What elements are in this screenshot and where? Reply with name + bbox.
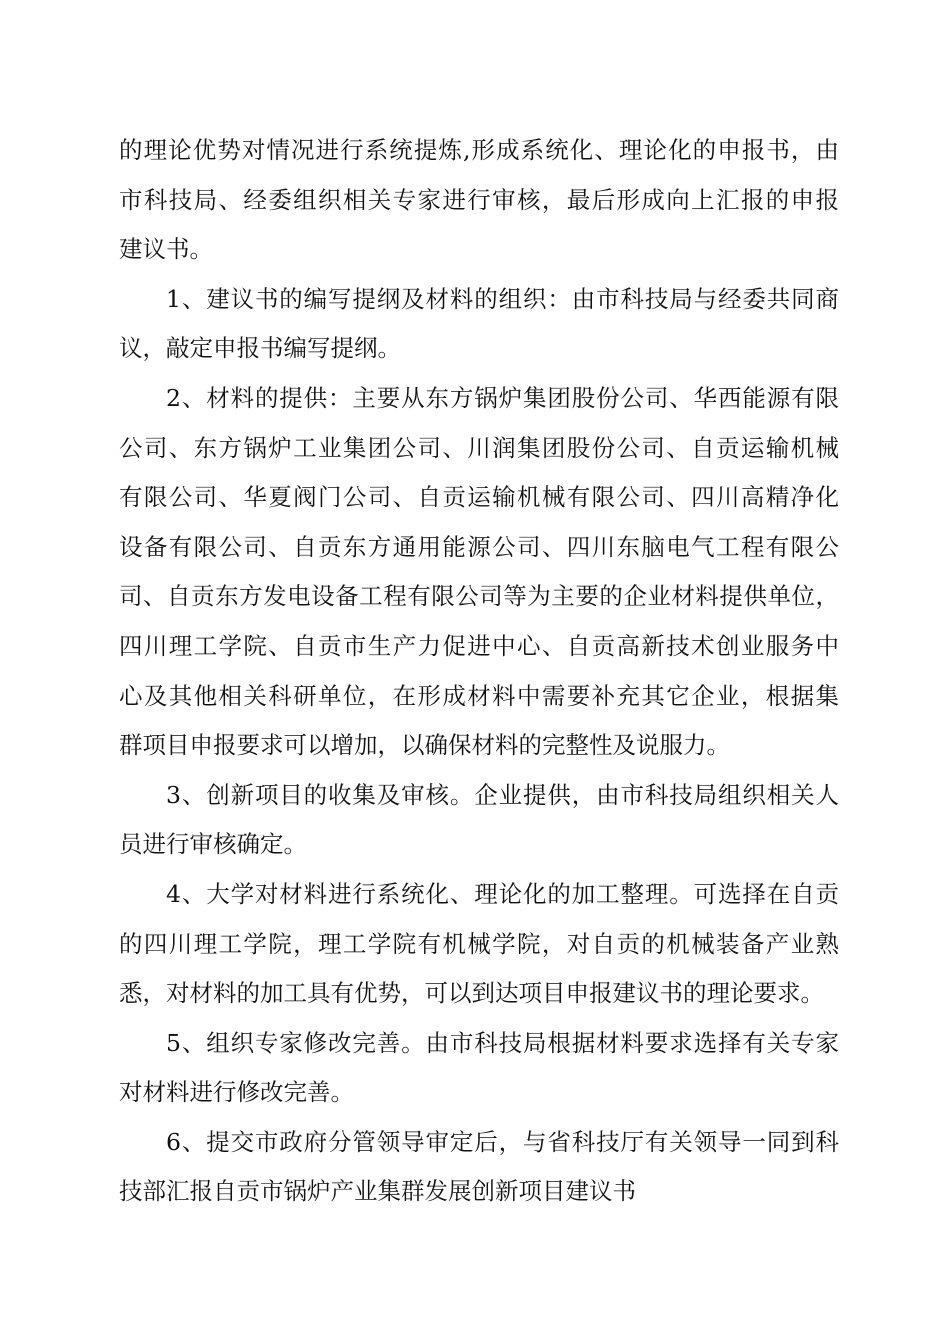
text-line: 市科技局、经委组织相关专家进行审核，最后形成向上汇报的申报: [119, 185, 839, 214]
text-line: 群项目申报要求可以增加，以确保材料的完整性及说服力。: [119, 731, 730, 760]
text-line: 4、大学对材料进行系统化、理论化的加工整理。可选择在自贡: [166, 879, 839, 908]
paragraph-item-4: [119, 870, 839, 1019]
text-line: 心及其他相关科研单位，在形成材料中需要补充其它企业，根据集: [119, 681, 839, 710]
text-line: 6、提交市政府分管领导审定后，与省科技厅有关领导一同到科: [166, 1127, 839, 1156]
text-line: 四川理工学院、自贡市生产力促进中心、自贡高新技术创业服务中: [119, 631, 839, 660]
text-line: 公司、东方锅炉工业集团公司、川润集团股份公司、自贡运输机械: [119, 433, 839, 462]
text-line: 建议书。: [119, 235, 213, 264]
text-line: 司、自贡东方发电设备工程有限公司等为主要的企业材料提供单位，: [119, 582, 839, 611]
paragraph-item-2: [119, 374, 839, 771]
text-line: 1、建议书的编写提纲及材料的组织：由市科技局与经委共同商: [166, 284, 839, 313]
paragraph-item-6: [119, 1118, 839, 1217]
text-line: 悉，对材料的加工具有优势，可以到达项目申报建议书的理论要求。: [119, 979, 824, 1008]
text-line: 技部汇报自贡市锅炉产业集群发展创新项目建议书: [119, 1177, 636, 1206]
text-line: 设备有限公司、自贡东方通用能源公司、四川东脑电气工程有限公: [119, 532, 839, 561]
text-line: 对材料进行修改完善。: [119, 1078, 354, 1107]
text-line: 的四川理工学院，理工学院有机械学院，对自贡的机械装备产业熟: [119, 929, 839, 958]
text-line: 2、材料的提供：主要从东方锅炉集团股份公司、华西能源有限: [166, 383, 839, 412]
text-line: 5、组织专家修改完善。由市科技局根据材料要求选择有关专家: [166, 1028, 839, 1057]
paragraph-item-5: [119, 1019, 839, 1118]
text-line: 有限公司、华夏阀门公司、自贡运输机械有限公司、四川高精净化: [119, 483, 839, 512]
text-line: 3、创新项目的收集及审核。企业提供，由市科技局组织相关人: [166, 780, 839, 809]
document-body: [119, 126, 839, 1217]
text-line: 议，敲定申报书编写提纲。: [119, 334, 401, 363]
text-line: 员进行审核确定。: [119, 830, 307, 859]
paragraph-item-3: [119, 771, 839, 870]
paragraph-item-1: [119, 275, 839, 374]
text-line: 的理论优势对情况进行系统提炼,形成系统化、理论化的申报书，由: [119, 136, 839, 164]
paragraph-intro: [119, 126, 839, 275]
